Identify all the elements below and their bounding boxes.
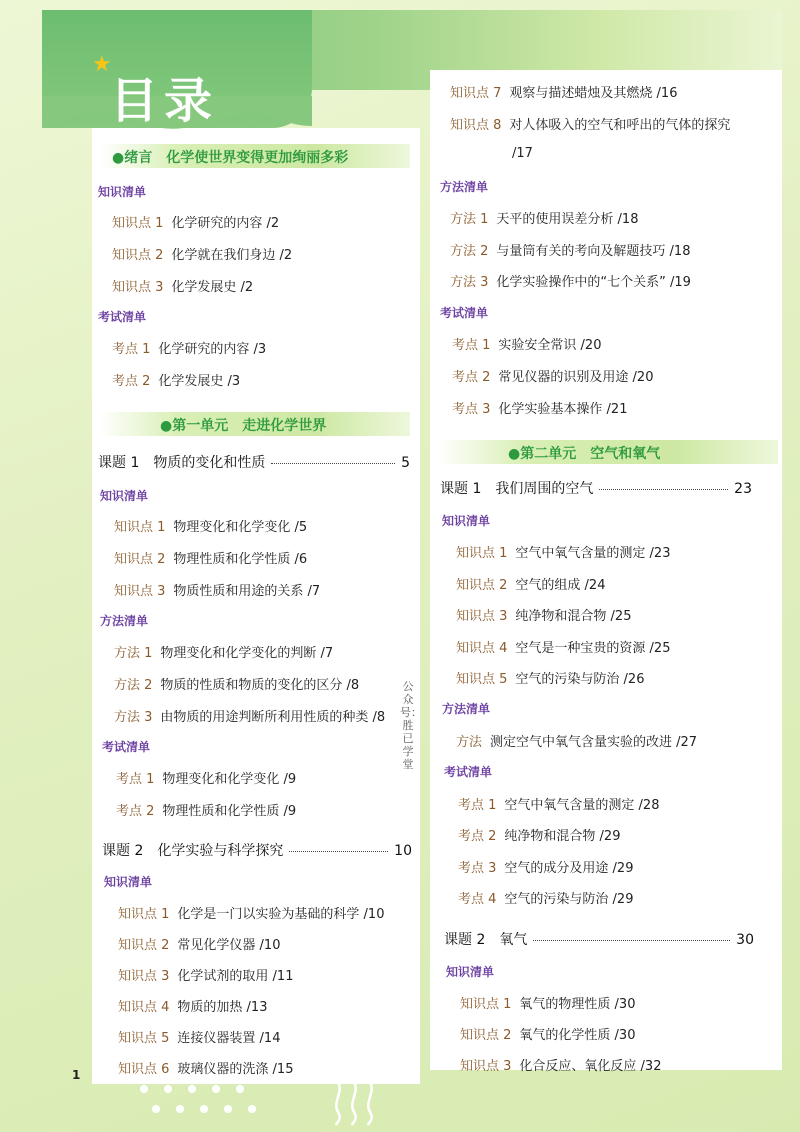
item-text: 物理变化和化学变化的判断 /7 [160,646,334,661]
toc-item[interactable] [112,276,253,295]
toc-item[interactable] [118,996,267,1015]
item-text: 纯净物和混合物 /29 [504,829,621,844]
toc-item[interactable] [452,398,627,417]
item-text: 与量筒有关的考向及解题技巧 /18 [496,244,691,259]
lesson-page: 30 [736,932,754,948]
toc-item[interactable] [118,1027,280,1046]
item-text: 化学研究的内容 /3 [158,342,267,357]
lesson-title: 课题 1 物质的变化和性质 [98,455,266,471]
item-label: 知识点 2 [114,552,166,567]
toc-item[interactable] [458,825,620,844]
item-text: 观察与描述蜡烛及其燃烧 /16 [509,86,678,101]
intro-unit-title: ●绪言 化学使世界变得更加绚丽多彩 [112,150,349,166]
item-text: 连接仪器装置 /14 [177,1031,281,1046]
item-text: 物理性质和化学性质 /9 [162,804,297,819]
section-heading: 考试清单 [98,310,147,324]
item-label: 知识点 1 [112,216,164,231]
toc-item[interactable] [112,244,292,263]
item-label: 知识点 1 [460,997,512,1012]
toc-item[interactable] [114,674,359,693]
item-text: 测定空气中氧气含量实验的改进 /27 [490,735,698,750]
item-label: 方法 3 [450,275,489,290]
item-text: 空气的污染与防治 /29 [504,892,634,907]
lesson-title: 课题 1 我们周围的空气 [440,481,594,497]
item-text: 化学就在我们身边 /2 [171,248,293,263]
item-text: 对人体吸入的空气和呼出的气体的探究 [509,118,731,133]
lesson-entry[interactable] [444,929,754,949]
item-label: 知识点 4 [456,641,508,656]
item-text: 化学是一门以实验为基础的科学 /10 [177,907,385,922]
leader-dots [533,940,730,941]
item-text: 常见化学仪器 /10 [177,938,281,953]
leader-dots [599,489,728,490]
item-label: 方法 3 [114,710,153,725]
item-label: 方法 2 [450,244,489,259]
toc-item[interactable] [114,580,320,599]
item-text: 由物质的用途判断所利用性质的种类 /8 [160,710,386,725]
item-label: 知识点 8 [450,118,502,133]
toc-item[interactable] [450,240,690,259]
section-heading: 知识清单 [104,875,153,889]
item-text: 化学试剂的取用 /11 [177,969,294,984]
star-icon: ★ [92,52,112,77]
item-text: 化学发展史 /2 [171,280,254,295]
item-label: 考点 3 [458,861,497,876]
item-text: 空气是一种宝贵的资源 /25 [515,641,671,656]
item-text: 物理变化和化学变化 /9 [162,772,297,787]
item-label: 考点 4 [458,892,497,907]
item-label: 方法 2 [114,678,153,693]
section-heading: 方法清单 [442,702,491,716]
item-text: 空气中氧气含量的测定 /23 [515,546,671,561]
toc-item[interactable] [452,334,601,353]
watermark: 公众号：胜已学堂 [400,680,422,771]
item-text: 玻璃仪器的洗涤 /15 [177,1062,294,1077]
item-text: 物质的加热 /13 [177,1000,268,1015]
item-label: 知识点 7 [450,86,502,101]
section-heading: 知识清单 [446,965,495,979]
unit2-title: ●第二单元 空气和氧气 [508,446,661,462]
toc-item[interactable] [118,965,293,984]
lesson-title: 课题 2 化学实验与科学探究 [102,843,284,859]
item-text: 实验安全常识 /20 [498,338,602,353]
lesson-entry[interactable] [102,840,412,860]
item-label: 知识点 2 [118,938,170,953]
toc-item[interactable] [450,82,677,101]
wave-decoration [330,1080,390,1125]
section-heading: 知识清单 [98,185,147,199]
item-label: 知识点 3 [456,609,508,624]
item-label: 知识点 3 [460,1059,512,1074]
toc-item[interactable] [460,1055,661,1074]
item-text: 氧气的物理性质 /30 [519,997,636,1012]
lesson-entry[interactable] [440,478,752,498]
lesson-page: 5 [401,455,410,471]
item-label: 考点 1 [116,772,155,787]
item-label: 知识点 4 [118,1000,170,1015]
item-label: 知识点 2 [112,248,164,263]
item-text: 常见仪器的识别及用途 /20 [498,370,654,385]
item-label: 知识点 2 [460,1028,512,1043]
toc-item[interactable] [450,114,730,133]
item-label: 知识点 1 [456,546,508,561]
item-label: 知识点 1 [114,520,166,535]
section-heading: 方法清单 [440,180,489,194]
lesson-page: 23 [734,481,752,497]
item-label: 方法 1 [114,646,153,661]
toc-item[interactable] [458,794,659,813]
item-text: 物理变化和化学变化 /5 [173,520,308,535]
item-label: 考点 2 [452,370,491,385]
lesson-page: 10 [394,843,412,859]
toc-item[interactable] [456,668,644,687]
section-heading: 考试清单 [440,306,489,320]
section-heading: 知识清单 [442,514,491,528]
toc-item[interactable] [116,768,296,787]
toc-item[interactable] [452,366,653,385]
section-heading: 方法清单 [100,614,149,628]
toc-item[interactable] [460,1024,635,1043]
item-label: 方法 1 [450,212,489,227]
item-text: 纯净物和混合物 /25 [515,609,632,624]
item-label: 考点 1 [112,342,151,357]
item-text: 物质性质和用途的关系 /7 [173,584,321,599]
item-label: 考点 1 [458,798,497,813]
item-label: 知识点 3 [118,969,170,984]
item-text: 化学研究的内容 /2 [171,216,280,231]
toc-item[interactable] [118,934,280,953]
item-label: 知识点 3 [114,584,166,599]
lesson-title: 课题 2 氧气 [444,932,528,948]
item-text: 物理性质和化学性质 /6 [173,552,308,567]
toc-item[interactable] [116,800,296,819]
item-label: 知识点 1 [118,907,170,922]
toc-item[interactable] [456,574,605,593]
item-label: 考点 1 [452,338,491,353]
page-title: 目录 [110,73,219,129]
item-label: 知识点 5 [118,1031,170,1046]
toc-item[interactable] [456,542,670,561]
toc-item[interactable] [460,993,635,1012]
item-label: 考点 2 [458,829,497,844]
item-text: 化学实验基本操作 /21 [498,402,628,417]
item-label: 知识点 2 [456,578,508,593]
item-label: 知识点 5 [456,672,508,687]
section-heading: 考试清单 [102,740,151,754]
toc-item[interactable] [458,888,633,907]
section-heading: 考试清单 [444,765,493,779]
item-label: 知识点 3 [112,280,164,295]
toc-item[interactable] [114,706,385,725]
item-text: 氧气的化学性质 /30 [519,1028,636,1043]
item-text: 天平的使用误差分析 /18 [496,212,639,227]
toc-item[interactable] [118,903,384,922]
item-text: 空气的成分及用途 /29 [504,861,634,876]
toc-item[interactable] [456,731,697,750]
toc-item[interactable] [114,642,333,661]
toc-item[interactable] [450,271,691,290]
toc-item-wrap: /17 [512,146,533,161]
toc-item[interactable] [114,516,307,535]
section-heading: 知识清单 [100,489,149,503]
item-text: 空气的污染与防治 /26 [515,672,645,687]
item-text: 化合反应、氧化反应 /32 [519,1059,662,1074]
toc-item[interactable] [456,637,670,656]
item-text: 物质的性质和物质的变化的区分 /8 [160,678,360,693]
toc-item[interactable] [112,212,279,231]
page-number: 1 [72,1068,81,1082]
item-label: 考点 2 [116,804,155,819]
item-label: 考点 3 [452,402,491,417]
item-label: 方法 [456,735,483,750]
item-text: 化学实验操作中的“七个关系” /19 [496,275,691,290]
leader-dots [271,463,395,464]
toc-item[interactable] [112,338,266,357]
item-label: 考点 2 [112,374,151,389]
toc-item[interactable] [458,857,633,876]
item-text: 空气中氧气含量的测定 /28 [504,798,660,813]
leader-dots [289,851,388,852]
toc-item[interactable] [118,1058,293,1077]
toc-item[interactable] [456,605,631,624]
item-text: 空气的组成 /24 [515,578,606,593]
unit1-title: ●第一单元 走进化学世界 [160,418,327,434]
lesson-entry[interactable] [98,452,410,472]
toc-item[interactable] [114,548,307,567]
toc-item[interactable] [450,208,638,227]
item-label: 知识点 6 [118,1062,170,1077]
item-text: 化学发展史 /3 [158,374,241,389]
toc-item[interactable] [112,370,240,389]
